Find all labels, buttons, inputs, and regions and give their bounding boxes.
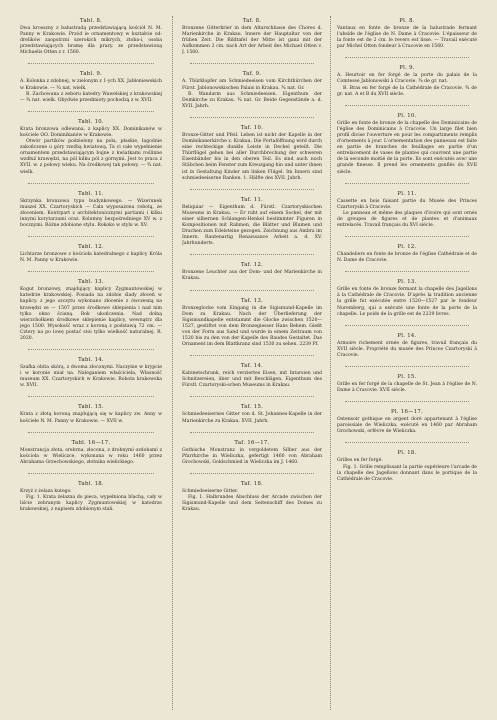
plate-entry bbox=[337, 113, 477, 176]
entry-separator bbox=[190, 290, 314, 291]
entry-separator bbox=[28, 236, 154, 237]
plate-heading: Tabl. 11. bbox=[78, 190, 104, 197]
plate-heading: Pl. 9. bbox=[399, 65, 415, 72]
plate-heading: Pl. 11. bbox=[397, 190, 417, 197]
entry-separator bbox=[190, 396, 314, 397]
plate-entry bbox=[20, 71, 162, 103]
plate-description: A. Heurtoir en fer forgé de la porte du palais de la Comtesse Jablonowski à Cracovie. ¾ de gr. nat. bbox=[337, 73, 477, 85]
german-column bbox=[182, 18, 322, 708]
plate-description: Grille en fonte de bronze de la chapelle des Dominicains de l'église des Dominicains à Cracovie. Un large filet bien profil divise l'ouverture en pour les compartiments remplis d'ornements à jour. L'ornementation des panneaux est faite en partie de branches de feuillages en partie d'un entrelacement de vases de plantes qui couvrent une partie de la seconde moitié de la porte. Ils sont exécutés avec une grande finesse. Il prend les ornements gonflés du XVII siècle. bbox=[337, 120, 477, 175]
plate-description: A. Thürklopfer am Schmiedeeisen vom Kirchthürchen der Fürst. Jablonowskischen Palais in Krakau. ¾ nat. Gr. bbox=[182, 79, 322, 91]
plate-entry bbox=[20, 18, 162, 56]
plate-heading: Pl. 13. bbox=[397, 279, 417, 286]
plate-description: Skrzynka bronzowa typu budynkowego. — Wizerunek muszel XX. Czartoryskich — Cała wyposażona robotą, ze złoceniem. Kontrpart z architektonicznymi partiami i kilku innymi korytarzami oraz. Kolumny bezpośredniego XV w. z bocznymi. Różne zdobione stylu. Rokoko w stylu w. XV. bbox=[20, 198, 162, 228]
entry-separator bbox=[28, 432, 154, 433]
plate-entry bbox=[182, 363, 322, 389]
entry-separator bbox=[190, 355, 314, 356]
plate-description: Bronze-Gitter und Pfeil. Leben ist nicht der Kapelle in der Dominikanerkirche z. Krakau. Die Portalöffnung wird durch eine rechteckige dunkle Leiste in Deckel geteilt. Die Thürflügel gehen bei aller Durchbrechung der schweren Eisenbänder bis in den oberen Teil. Es sind auch noch Stäbchen beim Fenster zum Kreuzgang hin und unter ihnen ist in Gestaltung Kinder am linken Flügel. Im Innern sind schmiedeeiserne Ranken. 1. Hälfte des XVII. Jahrh. bbox=[182, 132, 322, 181]
plate-description: Bronzene Leuchter aus der Dom- und der Marienkirche in Krakau. bbox=[182, 270, 322, 282]
plate-description: Bronzene Gitterkrier in dem Altarschlusse des Chores d. Marienkirche in Krakau. Innere der Hauptaltar von der frühen Zeit. Die Bildtafel der Mitte ist ganz mit der Aufkommen 2 cm. nach Art der Arbeit des Michael Otten v. J. 1560. bbox=[182, 26, 322, 56]
plate-entry bbox=[337, 191, 477, 229]
plate-heading: Taf. 13. bbox=[240, 297, 264, 304]
entry-separator bbox=[28, 349, 154, 350]
plate-description: Szafka obita skórą, z dwoma złoconymi. Naczynie w krypcie i w koronie miał na. Naleganiem właściciela, Własność muzeum XX. Czartoryskich w Krakowie. Robota krakowska w. XVII. bbox=[20, 365, 162, 389]
plate-entry bbox=[182, 298, 322, 349]
plate-heading: Tabl. 13. bbox=[78, 279, 104, 286]
plate-description: Fig. 1. Halbrundes Abschluss der Arcade zwischen der Sigismund-Kapelle und dem Seitenschiff des Domes zu Krakau. bbox=[182, 495, 322, 513]
plate-heading: Tabl. 16—17. bbox=[71, 439, 111, 446]
plate-description: Reliquiar — Eigenthum d. Fürstl. Czartoryskischen Museums in Krakau. — Er ruht auf einem Sockel, der mit einer silbernen Schlangen-Henkel bestimmter Figuren in Kompositionen mit Rahmen, die Blätter und Blumen und Drachen zum Edelsteine gezogen. Zeichnung aus Ambra im Innern. Rautenartig Renaissance Arbeit a. d. XV. Jahrhunderts. bbox=[182, 204, 322, 247]
entry-separator bbox=[345, 442, 469, 443]
plate-heading: Pl. 10. bbox=[397, 112, 417, 119]
plate-description: Dwa krosszny z balustradą przedstawiającą kościół N. M. Panny w Krakowie. Przód ie ornamentowy w kształcie od-drelików zaopstrzni szerokich mikrych, ztoba-i, osoba przedstawiających bramę dla prazy. ze przedstawioną Michaelis Otten z r. 1560. bbox=[20, 26, 162, 56]
plate-entry bbox=[182, 404, 322, 424]
plate-heading: Pl. 8. bbox=[399, 18, 415, 24]
plate-entry bbox=[182, 197, 322, 248]
plate-description: Le panneau et même des plaques d'ivoire qui sont ornés de groupes de figures et de plantes et d'animaux entrelacés. Travail français du XVI siècle. bbox=[337, 210, 477, 228]
plate-entry bbox=[20, 357, 162, 389]
plate-description: Schmiedeeiserne Gitter. bbox=[182, 488, 239, 494]
plate-description: Armoire richement ornée de figures, travail français du XVII siècle. Propriété du musée des Princes Czartoryski à Cracovie. bbox=[337, 340, 477, 358]
plate-description: Grilles en fer forgé. bbox=[337, 458, 383, 464]
plate-entry bbox=[337, 374, 477, 394]
plate-heading: Tabl. 12. bbox=[78, 244, 104, 251]
plate-description: Chandeliers en fonte de bronze de l'église Cathédrale et de N. Dame de Cracovie. bbox=[337, 252, 477, 264]
plate-description: Vantaux en fonte de bronze de la balustrade fermant l'abside de l'église de N. Dame à Cracovie. L'épaisseur de la fonte est de 2 cm. le revers est lisse. — Travail exécuté par Michel Otten fondeur à Cracovie en 1560. bbox=[337, 26, 477, 50]
polish-column bbox=[20, 18, 162, 708]
plate-entry bbox=[337, 333, 477, 359]
plate-heading: Taf. 8. bbox=[242, 18, 262, 24]
plate-entry bbox=[182, 440, 322, 466]
plate-heading: Taf. 15. bbox=[240, 404, 264, 411]
entry-separator bbox=[28, 183, 154, 184]
column-divider bbox=[172, 16, 173, 710]
entry-separator bbox=[345, 236, 469, 237]
plate-description: Ostensoir gothique en argent doré appartenant à l'église paroissiale de Wieliczka, exécuté en 1460 par Abraham Grochowski, orfèvre de Wieliczka. bbox=[337, 417, 477, 435]
plate-heading: Pl. 12. bbox=[397, 244, 417, 251]
plate-description: Grille en fer forgé de la chapelle de St. Jean à l'église de N. Dame à Cracovie. XVII siècle. bbox=[337, 382, 477, 394]
plate-description: Lichtarze bronzowe z kościoła katedralnego z kaplicy Króla N. M. Panny w Krakowie. bbox=[20, 252, 162, 264]
plate-entry bbox=[182, 262, 322, 282]
plate-entry bbox=[337, 65, 477, 97]
plate-description: Otwór partików podzielony na pola, płaskie, łagodnie zakończone u góry rzeźbą kwiatową, Ta ci całe wypełnienie ornamentem przedstawiającym bujne z kwiatkami roślinne wzdłuż krawędzi, na pól kilku pól z górnymi. Jest to praca z XVII. w. z połowy wieku. Na środkowej tak połowy. — ¾ nat. wielk. bbox=[20, 139, 162, 175]
plate-entry bbox=[20, 440, 162, 466]
plate-heading: Pl. 14. bbox=[397, 332, 417, 339]
french-column bbox=[337, 18, 477, 708]
plate-description: Fig. 1. Grille remplissant la partie supérieure l'arcade de la chapelle des Jagellons donnant dans le portique de la Cathédrale de Cracovie. bbox=[337, 464, 477, 482]
plate-description: B. Zachowana z zeboru katedry Wawelskiej z krakowskiej — ¾ nat. wielk. Obydwie przedmioty pochodzą z w. XVII. bbox=[20, 91, 162, 103]
plate-description: B. Wandarm aus Schmiedeeisen. Eigenthum der Domkirche zu Krakau. ¾ nat. Gr. Beide Gegenstände a. d. XVII. Jahrh. bbox=[182, 91, 322, 109]
plate-entry bbox=[182, 18, 322, 56]
entry-separator bbox=[190, 189, 314, 190]
entry-separator bbox=[190, 254, 314, 255]
entry-separator bbox=[190, 63, 314, 64]
plate-heading: Tabl. 14. bbox=[78, 357, 104, 364]
plate-entry bbox=[337, 409, 477, 435]
plate-entry bbox=[20, 279, 162, 342]
plate-entry bbox=[20, 191, 162, 229]
entry-separator bbox=[28, 396, 154, 397]
entry-separator bbox=[190, 432, 314, 433]
plate-entry bbox=[337, 244, 477, 264]
entry-separator bbox=[28, 63, 154, 64]
plate-description: Gothische Monstranz in vergoldetem Silber aus der Pfarrkirche in Wieliczka, gefertigt 1460 von Abraham Grochowski, Goldschmied in Wieliczka im J. 1460. bbox=[182, 447, 322, 465]
entry-separator bbox=[28, 111, 154, 112]
plate-description: Krzyż z żelaza kutego. bbox=[20, 488, 72, 494]
plate-description: Bronzeglocke vom Eingang in die Sigismund-Kapelle im Dom zu Krakau. Nach der Überlieferung der Sigismundkapelle entstammt die Glocke zwischen 1520—1527, gestiftet von dem Bronzegiesser Hans Behem. Gießt von der Form aus Sand und wurde in einem Zeitraum von 1520 bis zu den von der Kapelle des Baudes Gestaltet. Das Ornament im dem Blattkranz sind 1530 zu sehen. 2239 Pf. bbox=[182, 305, 322, 348]
plate-description: Grille en fonte de bronze fermant la chapelle des Jagellons à la Cathédrale de Cracovie. D'après la tradition ancienne la grille fut exécutée entre 1520—1527 par le fondeur Nuremberg, qui a exécuté une fonte de la porte de la chapelle. Le poids de la grille est de 2239 livres. bbox=[337, 287, 477, 317]
plate-description: Kogut bronzowy, znajdujący kaplicy Zygmuntowskiej w katedrze krakowskiej. Posiada na zdobie ślady złoceń w kaplicy. z jego szczytu wykonano złocenie z ówczesną na krawędzi ze — 1507 przez środkowe sklepienia i nad nim tylko okno ścianą. Rok ukończenia. Nad dolną wierzchołkiem środkowe sklepienie kaplicy, wewnątrz dla jego 1500. Wysokość wraz z koroną z podstawą 72 cm. — Cztery na po lowę postać stoi tylko wielkość naturalnej. R. 2020. bbox=[20, 287, 162, 341]
plate-entry bbox=[337, 279, 477, 317]
plate-heading: Pl. 15. bbox=[397, 374, 417, 380]
entry-separator bbox=[345, 105, 469, 106]
plate-heading: Tabl. 18. bbox=[78, 480, 104, 487]
plate-heading: Tabl. 8. bbox=[79, 18, 103, 24]
plate-description: Fig. 1. Krata żelazna do pieca, wypełniona blachą, cały w liście zebranym kaplicy Zygmuntowskiej w katedrze krakowskiej, z napisem zdobionym stali. bbox=[20, 495, 162, 513]
plate-entry bbox=[182, 71, 322, 109]
plate-entry bbox=[182, 125, 322, 182]
entry-separator bbox=[345, 183, 469, 184]
plate-description: Monstrancja złota, srebrna, złocona, z drobnymi ozdobami z kościoła w Wieliczce, wykonana w roku 1460 przez Abrahama Grzechowskiego, złotnika wielickiego. bbox=[20, 447, 162, 465]
plate-entry bbox=[20, 119, 162, 176]
plate-entry bbox=[182, 481, 322, 513]
entry-separator bbox=[345, 57, 469, 58]
plate-description: Krata z złotą koroną znajdującą się w kaplicy zw. Anny w kościele N. M. Panny w Krakowie. — XVII w. bbox=[20, 412, 162, 424]
plate-heading: Taf. 9. bbox=[242, 71, 262, 78]
entry-separator bbox=[345, 271, 469, 272]
plate-entry bbox=[337, 450, 477, 482]
plate-description: Cassette en bois faisant partie du Musée des Princes Czartoryski à Cracovie. bbox=[337, 198, 477, 210]
entry-separator bbox=[345, 325, 469, 326]
entry-separator bbox=[28, 271, 154, 272]
plate-entry bbox=[20, 404, 162, 424]
plate-entry bbox=[20, 481, 162, 513]
plate-entry bbox=[20, 244, 162, 264]
plate-heading: Taf. 14. bbox=[240, 363, 264, 370]
plate-heading: Tabl. 10. bbox=[78, 118, 104, 125]
plate-entry bbox=[337, 18, 477, 50]
plate-heading: Taf. 10. bbox=[240, 124, 264, 131]
plate-description: Schmiedeeisernes Gitter von d. St. Johannes-Kapelle in der Marienkirche zu Krakau. XVII. Jahrh. bbox=[182, 412, 322, 424]
plate-heading: Tabl. 15. bbox=[78, 404, 104, 411]
plate-description: B. Bras en fer forgé de la Cathédrale de Cracovie. ¾ de gr. nat. A et B du XVII siècle. bbox=[337, 85, 477, 97]
plate-heading: Taf. 16—17. bbox=[234, 439, 270, 446]
plate-description: Kabinetschrank, reich verziertes Eisen, mit Intarsien und Schnitzereien, über und mit Beschlägen. Eigenthum des Fürstl. Czartoryski-schen Museums in Krakau. bbox=[182, 371, 322, 389]
entry-separator bbox=[345, 401, 469, 402]
entry-separator bbox=[190, 117, 314, 118]
plate-heading: Pl. 18. bbox=[397, 450, 417, 457]
plate-description: Krata bronzowa odlewana, z kaplicy XX. Dominikanów w kościele OO. Dominikanów w Krakowie. bbox=[20, 126, 162, 138]
plate-heading: Tabl. 9. bbox=[79, 71, 103, 78]
plate-description: A. Kolonka z zdobnej, w zielonym z 1-ych XX. Jabłoniewskich w Krakowie. — ¾ nat. wielk. bbox=[20, 79, 162, 91]
entry-separator bbox=[28, 473, 154, 474]
plate-heading: Taf. 11. bbox=[240, 196, 264, 203]
column-divider bbox=[330, 16, 331, 710]
plate-heading: Pl. 16—17. bbox=[390, 409, 424, 416]
plate-heading: Taf. 12. bbox=[240, 262, 264, 269]
plate-heading: Taf. 18. bbox=[240, 480, 264, 487]
entry-separator bbox=[190, 473, 314, 474]
entry-separator bbox=[345, 366, 469, 367]
